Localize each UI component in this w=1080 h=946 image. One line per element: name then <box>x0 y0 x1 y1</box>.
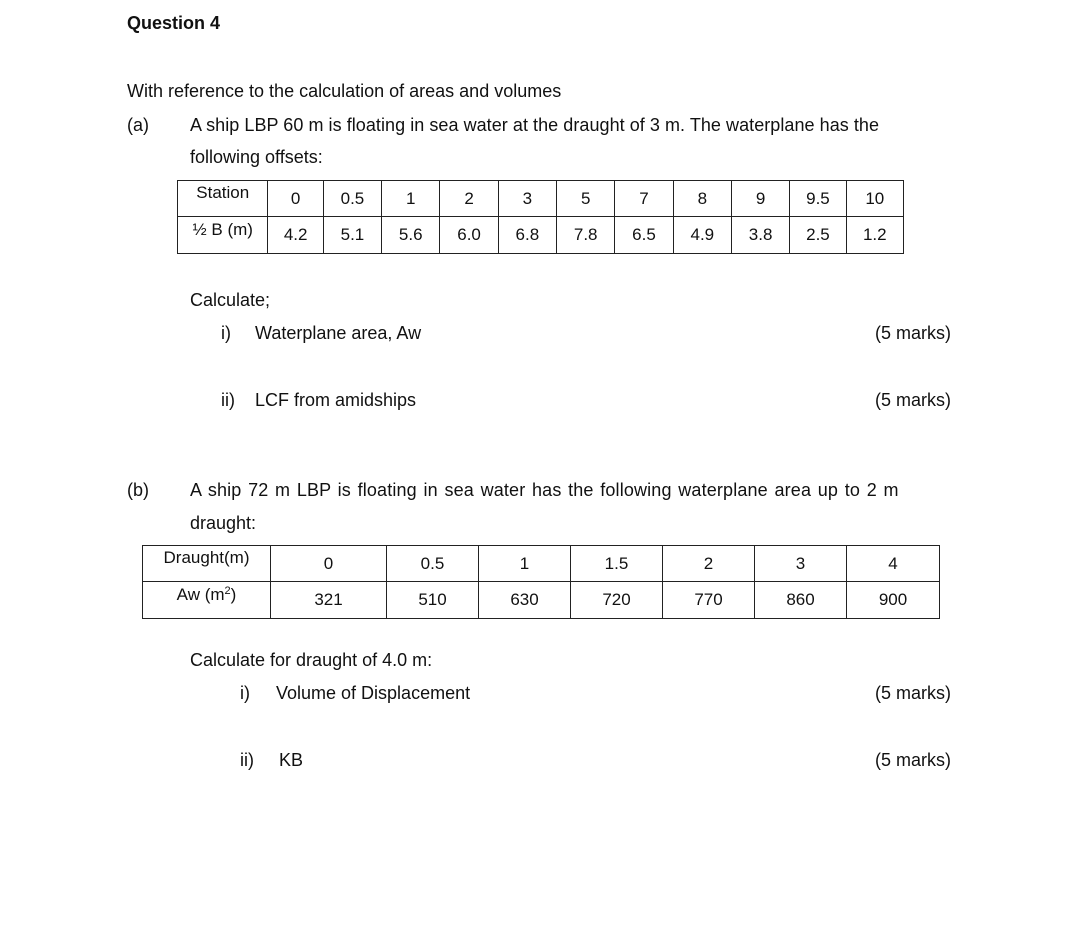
part-a-question-line2: following offsets: <box>190 147 323 167</box>
half-breadth-cell: 1.2 <box>846 217 903 254</box>
offsets-table <box>177 180 904 254</box>
part-a-item-marks: (5 marks) <box>875 390 951 410</box>
draught-cell: 4 <box>847 546 940 582</box>
intro-text: With reference to the calculation of areas and volumes <box>127 81 562 101</box>
half-breadth-cell: 5.1 <box>323 217 381 254</box>
half-breadth-header: ½ B (m) <box>178 217 268 254</box>
station-cell: 7 <box>615 181 673 217</box>
part-b-question-line1: A ship 72 m LBP is floating in sea water has the following waterplane area up to 2 m <box>190 480 899 500</box>
area-header-text: Aw (m <box>176 585 225 604</box>
station-cell: 5 <box>557 181 615 217</box>
half-breadth-cell: 4.9 <box>673 217 731 254</box>
part-a-item-marks: (5 marks) <box>875 323 951 343</box>
station-cell: 2 <box>440 181 498 217</box>
draught-cell: 2 <box>663 546 755 582</box>
station-cell: 1 <box>382 181 440 217</box>
offsets-station-row <box>178 181 904 217</box>
half-breadth-cell: 4.2 <box>268 217 323 254</box>
station-cell: 0 <box>268 181 323 217</box>
area-header-close: ) <box>230 585 237 604</box>
draught-cell: 0 <box>271 546 387 582</box>
area-header <box>143 582 271 619</box>
half-breadth-cell: 7.8 <box>557 217 615 254</box>
half-breadth-cell: 3.8 <box>731 217 789 254</box>
station-cell: 9.5 <box>790 181 846 217</box>
area-cell: 630 <box>479 582 571 619</box>
part-b-calculate: Calculate for draught of 4.0 m: <box>190 650 433 670</box>
half-breadth-cell: 6.5 <box>615 217 673 254</box>
draught-row <box>143 546 940 582</box>
part-b-item-number: i) <box>240 683 250 703</box>
waterplane-area-table <box>142 545 940 619</box>
area-header-superscript: 2 <box>224 585 231 597</box>
part-a-item-number: i) <box>221 323 231 343</box>
offsets-halfbreadth-row <box>178 217 904 254</box>
station-header: Station <box>178 181 268 217</box>
station-cell: 9 <box>731 181 789 217</box>
area-cell: 770 <box>663 582 755 619</box>
part-b-item-marks: (5 marks) <box>875 683 951 703</box>
draught-cell: 1 <box>479 546 571 582</box>
station-cell: 3 <box>498 181 556 217</box>
part-b-item-text: KB <box>279 750 304 770</box>
part-a-calculate: Calculate; <box>190 290 271 310</box>
station-cell: 8 <box>673 181 731 217</box>
half-breadth-cell: 6.0 <box>440 217 498 254</box>
station-cell: 10 <box>846 181 903 217</box>
half-breadth-cell: 5.6 <box>382 217 440 254</box>
area-cell: 720 <box>571 582 663 619</box>
half-breadth-cell: 2.5 <box>790 217 846 254</box>
part-b-label: (b) <box>127 480 149 500</box>
draught-cell: 1.5 <box>571 546 663 582</box>
part-b-item-number: ii) <box>240 750 254 770</box>
part-b-question-line2: draught: <box>190 513 257 533</box>
area-row <box>143 582 940 619</box>
area-cell: 860 <box>755 582 847 619</box>
area-cell: 321 <box>271 582 387 619</box>
draught-cell: 3 <box>755 546 847 582</box>
part-a-item-text: LCF from amidships <box>255 390 417 410</box>
part-a-question-line1: A ship LBP 60 m is floating in sea water at the draught of 3 m. The waterplane has the <box>190 115 880 135</box>
half-breadth-cell: 6.8 <box>498 217 556 254</box>
area-cell: 510 <box>387 582 479 619</box>
part-b-item-text: Volume of Displacement <box>276 683 471 703</box>
draught-cell: 0.5 <box>387 546 479 582</box>
station-cell: 0.5 <box>323 181 381 217</box>
part-a-item-number: ii) <box>221 390 235 410</box>
question-title: Question 4 <box>127 13 221 33</box>
part-b-item-marks: (5 marks) <box>875 750 951 770</box>
draught-header: Draught(m) <box>143 546 271 582</box>
part-a-label: (a) <box>127 115 149 135</box>
area-cell: 900 <box>847 582 940 619</box>
part-a-item-text: Waterplane area, Aw <box>255 323 422 343</box>
